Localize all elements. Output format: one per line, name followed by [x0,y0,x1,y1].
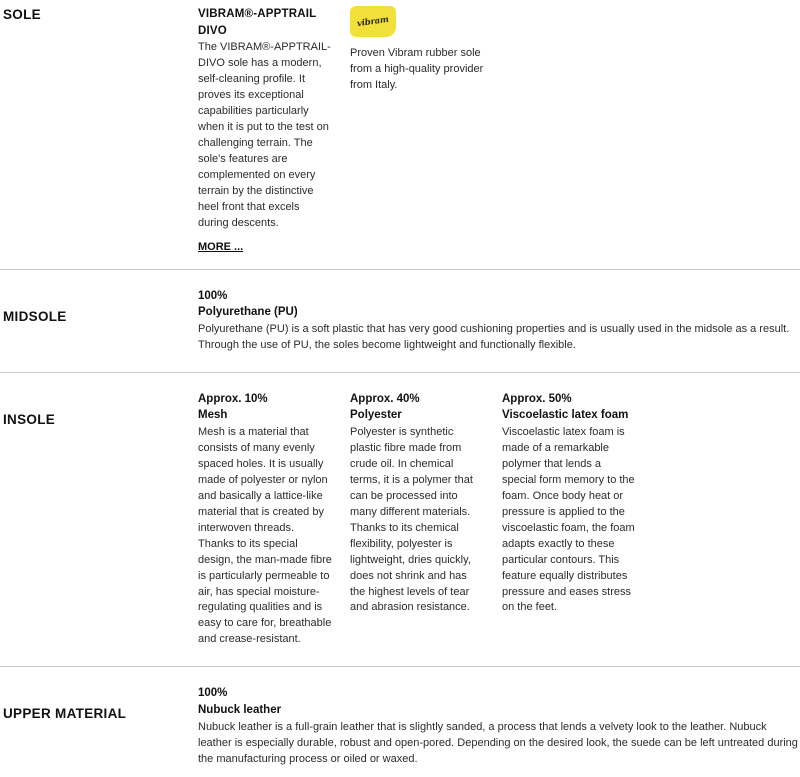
insole-mesh-title: Mesh [198,409,228,422]
section-midsole [0,269,800,372]
insole-polyester-description: Polyester is synthetic plastic fibre made from crude oil. In chemical terms, it is a polymer that can be processed into many different materials. Thanks to its chemical flexibility, polyester is lightweight, dries quickly, does not shrink and has the highest levels of tear and abrasion resistance. [350,426,473,614]
insole-column-latex-foam [502,391,654,617]
vibram-logo-text: vibram [356,14,390,29]
section-body-midsole [198,288,800,354]
section-body-upper-material [198,685,800,767]
insole-column-polyester [350,391,502,617]
section-label-midsole: MIDSOLE [3,308,67,324]
insole-mesh-description: Mesh is a material that consists of many evenly spaced holes. It is usually made of polyester or nylon and basically a lattice-like material that is created by interwoven threads. Thanks to its special design, the man-made fibre is particularly permeable to air, has special moisture-regulating qualities and is easy to care for, breathable and crease-resistant. [198,426,332,646]
sole-columns [198,6,798,255]
sole-description: The VIBRAM®-APPTRAIL-DIVO sole has a modern, self-cleaning profile. It proves its exceptional capabilities particularly when it is put to the test on challenging terrain. The sole's features are complemented on every terrain by the distinctive heel front that excels during descents. [198,41,331,229]
sole-text-column [198,6,350,255]
insole-foam-title: Viscoelastic latex foam [502,409,629,422]
section-body-sole [198,6,800,255]
upper-columns [198,685,798,767]
insole-foam-description: Viscoelastic latex foam is made of a remarkable polymer that lends a special form memory to the foam. Once body heat or pressure is applied to the viscoelastic foam, the foam adapts exactly to these particular contours. This feature equally distributes pressure and eases stress on the feet. [502,426,635,614]
sole-badge-column [350,6,502,94]
midsole-percentage: 100% [198,289,228,302]
section-label-insole: INSOLE [3,411,56,427]
section-insole [0,372,800,666]
upper-material-title: Nubuck leather [198,703,282,716]
insole-columns [198,391,798,648]
vibram-caption: Proven Vibram rubber sole from a high-quality provider from Italy. [350,47,484,91]
midsole-material-title: Polyurethane (PU) [198,306,298,319]
section-upper-material [0,666,800,777]
insole-foam-percentage: Approx. 50% [502,392,572,405]
midsole-columns [198,288,798,354]
upper-text-column [198,685,798,767]
sole-more-link[interactable]: MORE ... [198,240,244,253]
insole-polyester-title: Polyester [350,409,402,422]
midsole-text-column [198,288,798,354]
insole-polyester-percentage: Approx. 40% [350,392,420,405]
insole-column-mesh [198,391,350,648]
sole-material-title: VIBRAM®-APPTRAIL DIVO [198,8,317,37]
section-label-sole: SOLE [3,7,41,22]
vibram-logo-icon [350,6,396,37]
midsole-description: Polyurethane (PU) is a soft plastic that has very good cushioning properties and is usually used in the midsole as a result. Through the use of PU, the soles become lightweight and functionally flexible. [198,322,790,351]
section-sole [0,0,800,269]
section-body-insole [198,391,800,648]
section-label-upper-material: UPPER MATERIAL [3,706,127,722]
insole-mesh-percentage: Approx. 10% [198,392,268,405]
upper-description: Nubuck leather is a full-grain leather that is slightly sanded, a process that lends a velvety look to the leather. Nubuck leather is especially durable, robust and open-pored. Depending on the desired look, the suede can be left untreated during the manufacturing process or oiled or waxed. [198,720,798,765]
upper-percentage: 100% [198,687,228,700]
